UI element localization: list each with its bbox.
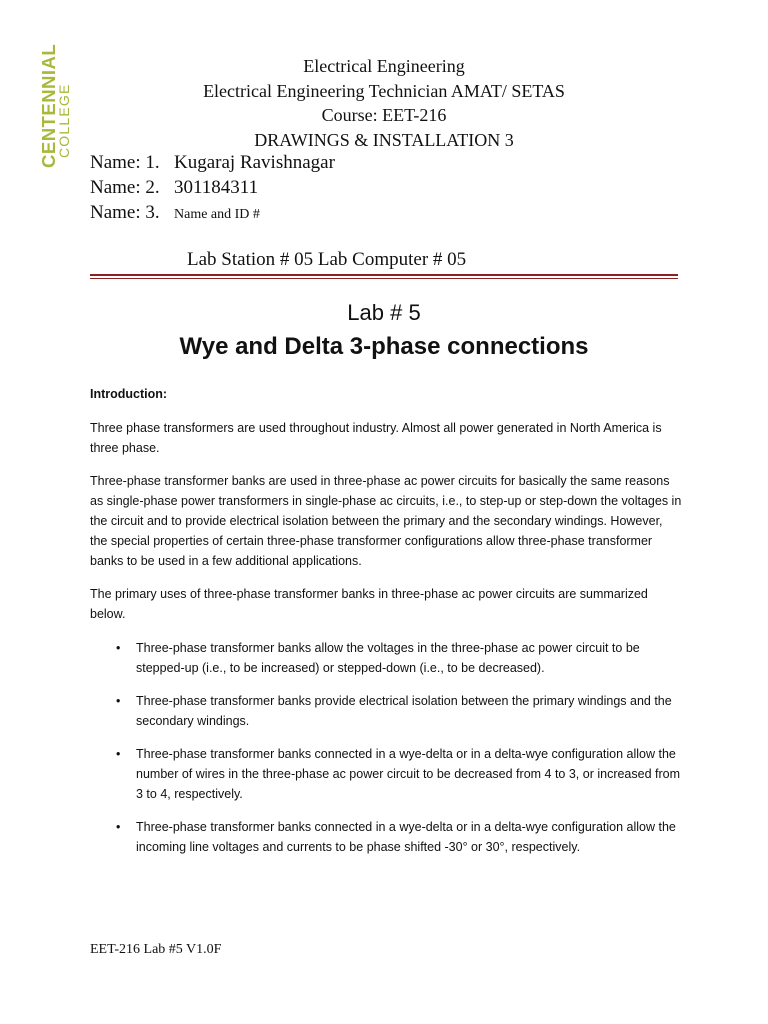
intro-paragraph-3: The primary uses of three-phase transformer banks in three-phase ac power circuits are summarized below. [90, 587, 648, 621]
bullet-icon: • [116, 694, 121, 708]
intro-paragraph-1: Three phase transformers are used throughout industry. Almost all power generated in North America is three phase. [90, 421, 662, 455]
list-item [90, 817, 682, 857]
name-row-2 [90, 177, 258, 199]
bullet-text-2: Three-phase transformer banks provide electrical isolation between the primary windings and the secondary windings. [136, 694, 672, 728]
list-item [90, 744, 682, 804]
header-course-title: DRAWINGS & INSTALLATION 3 [254, 129, 514, 150]
name-value-2: 301184311 [174, 177, 259, 198]
bullet-icon: • [116, 747, 121, 761]
bullet-icon: • [116, 641, 121, 655]
uses-bullet-list [90, 638, 682, 870]
bullet-icon: • [116, 820, 121, 834]
document-header [0, 54, 768, 152]
header-department: Electrical Engineering [303, 56, 465, 76]
header-divider-thick [90, 274, 678, 276]
list-item [90, 638, 682, 678]
name-value-1: Kugaraj Ravishnagar [174, 152, 335, 173]
name-label-1: Name: 1. [90, 152, 160, 173]
header-course: Course: EET-216 [321, 105, 447, 125]
header-program: Electrical Engineering Technician AMAT/ SETAS [203, 80, 565, 101]
introduction-heading: Introduction: [90, 387, 168, 401]
name-label-2: Name: 2. [90, 177, 160, 198]
intro-paragraph-2: Three-phase transformer banks are used in three-phase ac power circuits for basically the same reasons as single-phase power transformers in single-phase ac circuits, i.e., to step-up or step-down the voltages in the circuit and to provide electrical isolation between the primary and the secondary windings. However, the special properties of certain three-phase transformer configurations allow three-phase transformer banks to be used in a few additional applications. [90, 474, 682, 568]
name-value-3: Name and ID # [174, 207, 260, 222]
name-row-3 [90, 202, 260, 224]
logo-word-college: COLLEGE [56, 83, 72, 158]
lab-number: Lab # 5 [347, 300, 421, 325]
name-row-1 [90, 152, 335, 174]
list-item [90, 691, 682, 731]
bullet-text-4: Three-phase transformer banks connected in a wye-delta or in a delta-wye configuration allow the incoming line voltages and currents to be phase shifted -30° or 30°, respectively. [136, 820, 676, 854]
logo-word-centennial: CENTENNIAL [38, 43, 59, 168]
bullet-text-1: Three-phase transformer banks allow the voltages in the three-phase ac power circuit to be stepped-up (i.e., to be increased) or stepped-down (i.e., to be decreased). [136, 641, 640, 675]
page-footer: EET-216 Lab #5 V1.0F [90, 942, 222, 957]
name-label-3: Name: 3. [90, 202, 160, 223]
bullet-text-3: Three-phase transformer banks connected in a wye-delta or in a delta-wye configuration allow the number of wires in the three-phase ac power circuit to be decreased from 4 to 3, or increased from 3 to 4, respectively. [136, 747, 681, 801]
header-divider-thin [90, 278, 678, 279]
lab-title: Wye and Delta 3-phase connections [179, 333, 589, 360]
lab-station-line: Lab Station # 05 Lab Computer # 05 [187, 249, 467, 270]
